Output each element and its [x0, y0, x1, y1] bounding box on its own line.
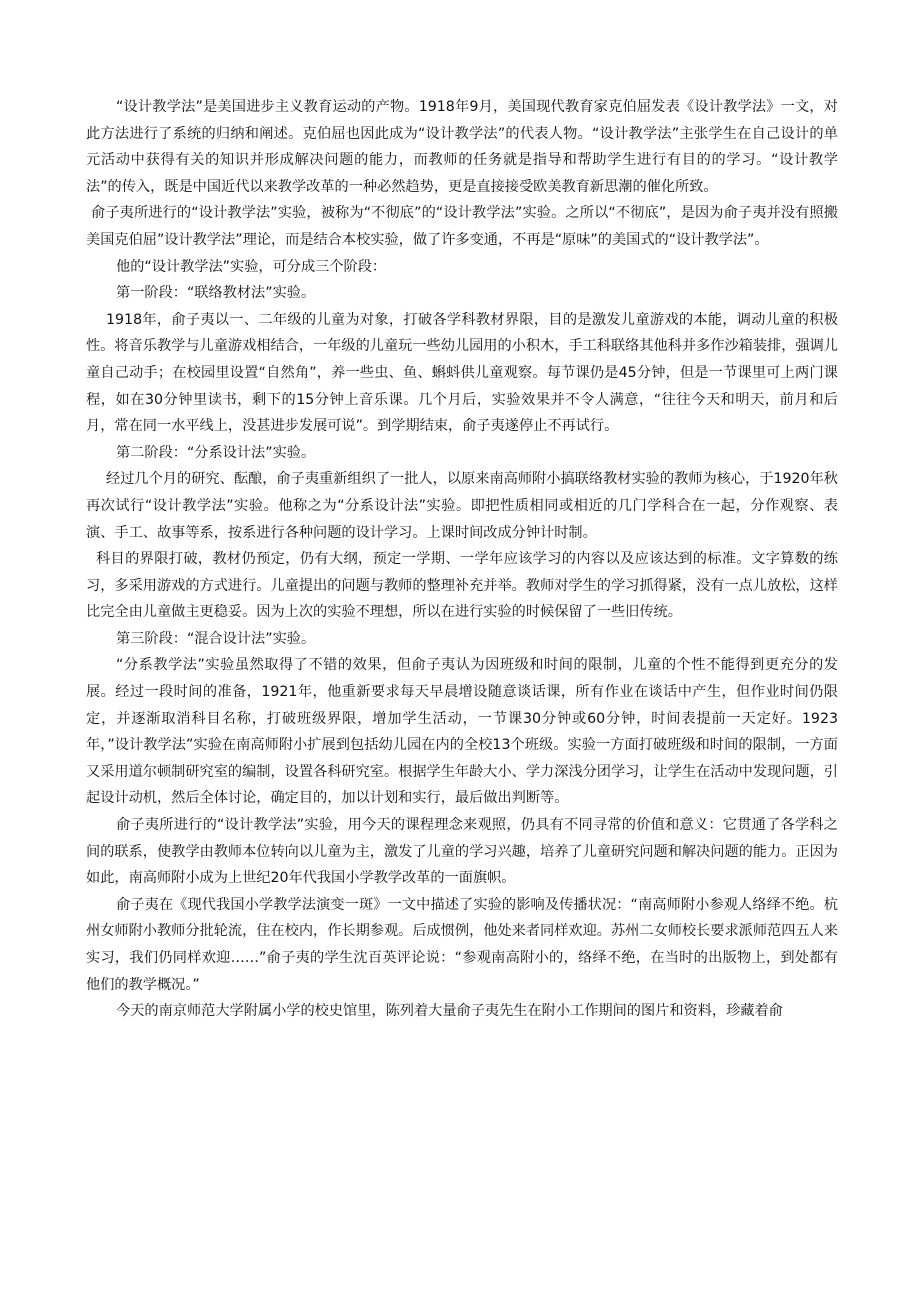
- document-body: [86, 94, 838, 1025]
- paragraph-influence: 俞子夷在《现代我国小学教学法演变一斑》一文中描述了实验的影响及传播状况：“南高师附小参观人络绎不绝。杭州女师附小教师分批轮流，住在校内，作长期参观。后成惯例，他处来者同样欢迎。苏州二女师校长要求派师范四五人来实习，我们仍同样欢迎……”俞子夷的学生沈百英评论说：“参观南高附小的，络绎不绝，在当时的出版物上，到处都有他们的教学概况。”: [86, 896, 838, 993]
- paragraph-intro: “设计教学法”是美国进步主义教育运动的产物。1918年9月，美国现代教育家克伯屈发表《设计教学法》一文，对此方法进行了系统的归纳和阐述。克伯屈也因此成为“设计教学法”的代表人物。“设计教学法”主张学生在自己设计的单元活动中获得有关的知识并形成解决问题的能力，而教师的任务就是指导和帮助学生进行有目的的学习。“设计教学法”的传入，既是中国近代以来教学改革的一种必然趋势，更是直接接受欧美教育新思潮的催化所致。: [86, 99, 838, 195]
- heading-stage-one: 第一阶段：“联络教材法”实验。: [116, 285, 316, 302]
- paragraph-stage-one: 1918年，俞子夷以一、二年级的儿童为对象，打破各学科教材界限，目的是激发儿童游戏的本能，调动儿童的积极性。将音乐教学与儿童游戏相结合，一年级的儿童玩一些幼儿园用的小积木，手工科联络其他科并多作沙箱装排，强调儿童自己动手；在校园里设置“自然角”，养一些虫、鱼、蝌蚪供儿童观察。每节课仍是45分钟，但是一节课里可上两门课程，如在30分钟里读书，剩下的15分钟上音乐课。几个月后，实验效果并不令人满意，“往往今天和明天，前月和后月，常在同一水平线上，没甚进步发展可说”。到学期结束，俞子夷遂停止不再试行。: [86, 311, 838, 435]
- paragraph-value: 俞子夷所进行的“设计教学法”实验，用今天的课程理念来观照，仍具有不同寻常的价值和意义：它贯通了各学科之间的联系，使教学由教师本位转向以儿童为主，激发了儿童的学习兴趣，培养了儿童研究问题和解决问题的能力。正因为如此，南高师附小成为上世纪20年代我国小学教学改革的一面旗帜。: [86, 817, 838, 887]
- paragraph-three-stages: 他的“设计教学法”实验，可分成三个阶段：: [116, 258, 387, 275]
- heading-stage-two: 第二阶段：“分系设计法”实验。: [116, 444, 316, 461]
- paragraph-stage-two-detail: 科目的界限打破，教材仍预定，仍有大纲，预定一学期、一学年应该学习的内容以及应该达到的标准。文字算数的练习，多采用游戏的方式进行。儿童提出的问题与教师的整理补充并举。教师对学生的学习抓得紧，没有一点儿放松，这样比完全由儿童做主更稳妥。因为上次的实验不理想，所以在进行实验的时候保留了一些旧传统。: [86, 551, 838, 621]
- paragraph-museum: 今天的南京师范大学附属小学的校史馆里，陈列着大量俞子夷先生在附小工作期间的图片和资料，珍藏着俞: [116, 1003, 783, 1020]
- paragraph-stage-three: “分系教学法”实验虽然取得了不错的效果，但俞子夷认为因班级和时间的限制，儿童的个性不能得到更充分的发展。经过一段时间的准备，1921年，他重新要求每天早晨增设随意谈话课，所有作业在谈话中产生，但作业时间仍限定，并逐渐取消科目名称，打破班级界限，增加学生活动，一节课30分钟或60分钟，时间表提前一天定好。1923年，”设计教学法”实验在南高师附小扩展到包括幼儿园在内的全校13个班级。实验一方面打破班级和时间的限制，一方面又采用道尔顿制研究室的编制，设置各科研究室。根据学生年龄大小、学力深浅分团学习，让学生在活动中发现问题，引起设计动机，然后全体讨论，确定目的，加以计划和实行，最后做出判断等。: [86, 657, 838, 807]
- heading-stage-three: 第三阶段：“混合设计法”实验。: [116, 630, 316, 647]
- paragraph-not-thorough: 俞子夷所进行的“设计教学法”实验，被称为“不彻底”的“设计教学法”实验。之所以“不彻底”，是因为俞子夷并没有照搬美国克伯屈”设计教学法”理论，而是结合本校实验，做了许多变通，不再是“原味”的美国式的“设计教学法”。: [86, 205, 838, 248]
- paragraph-stage-two: 经过几个月的研究、酝酿，俞子夷重新组织了一批人，以原来南高师附小搞联络教材实验的教师为核心，于1920年秋再次试行“设计教学法”实验。他称之为“分系设计法”实验。即把性质相同或相近的几门学科合在一起，分作观察、表演、手工、故事等系，按系进行各种问题的设计学习。上课时间改成分钟计时制。: [86, 471, 838, 541]
